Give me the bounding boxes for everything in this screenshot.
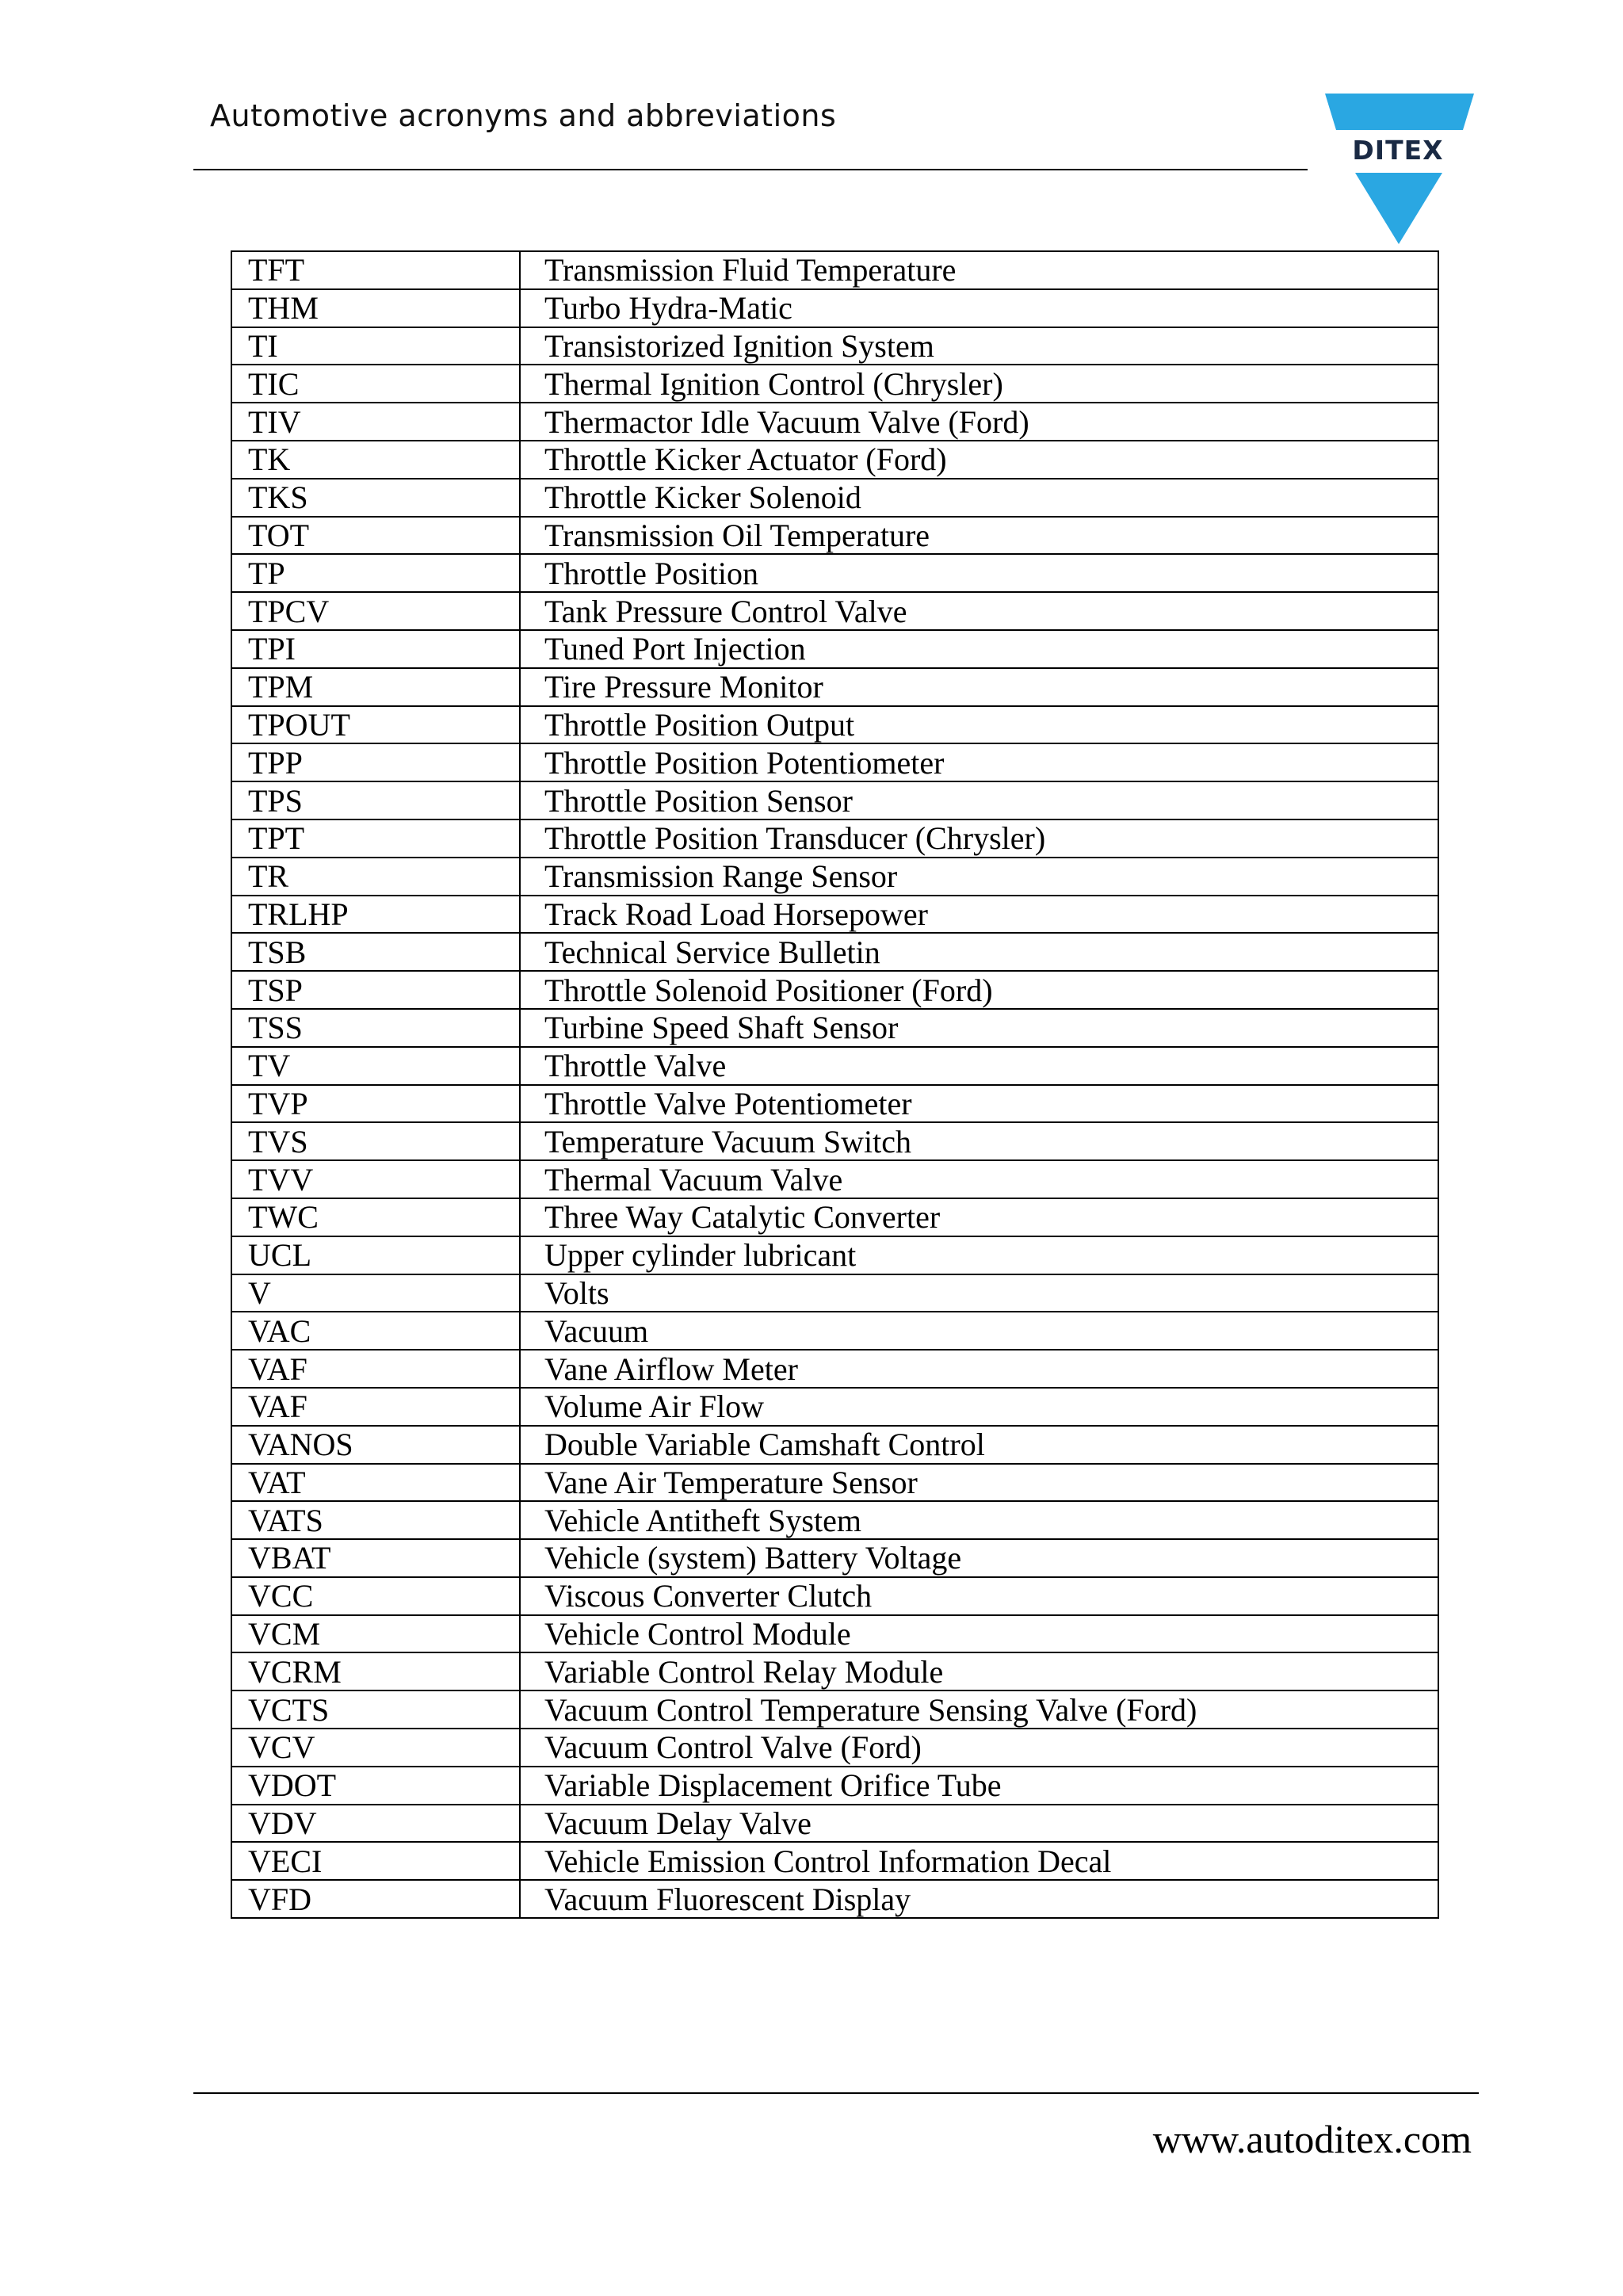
acronym-cell: TSS	[231, 1009, 520, 1047]
table-row	[231, 1388, 1438, 1426]
acronym-cell: TPCV	[231, 592, 520, 630]
meaning-cell: Upper cylinder lubricant	[520, 1236, 1438, 1274]
acronym-cell: VANOS	[231, 1426, 520, 1464]
meaning-cell: Volts	[520, 1274, 1438, 1312]
table-row	[231, 1767, 1438, 1805]
table-row	[231, 1350, 1438, 1388]
meaning-cell: Double Variable Camshaft Control	[520, 1426, 1438, 1464]
meaning-cell: Throttle Solenoid Positioner (Ford)	[520, 971, 1438, 1009]
table-row	[231, 1122, 1438, 1160]
table-row	[231, 1047, 1438, 1085]
table-row	[231, 1501, 1438, 1539]
acronym-cell: TPS	[231, 781, 520, 819]
acronym-cell: TK	[231, 441, 520, 479]
acronym-cell: TPM	[231, 668, 520, 706]
meaning-cell: Vacuum Control Temperature Sensing Valve (Ford)	[520, 1690, 1438, 1729]
meaning-cell: Temperature Vacuum Switch	[520, 1122, 1438, 1160]
page-title: Automotive acronyms and abbreviations	[210, 98, 837, 133]
meaning-cell: Vacuum Control Valve (Ford)	[520, 1729, 1438, 1767]
acronym-cell: TVP	[231, 1085, 520, 1123]
table-row	[231, 858, 1438, 896]
table-row	[231, 781, 1438, 819]
table-row	[231, 517, 1438, 555]
acronym-cell: VCTS	[231, 1690, 520, 1729]
meaning-cell: Thermactor Idle Vacuum Valve (Ford)	[520, 403, 1438, 441]
logo-triangles-icon	[1325, 94, 1480, 246]
table-row	[231, 1312, 1438, 1350]
meaning-cell: Throttle Position Sensor	[520, 781, 1438, 819]
acronym-cell: TPP	[231, 743, 520, 781]
acronym-cell: VCRM	[231, 1652, 520, 1690]
acronym-cell: TPI	[231, 630, 520, 668]
meaning-cell: Vehicle Antitheft System	[520, 1501, 1438, 1539]
table-row	[231, 554, 1438, 592]
acronym-cell: TRLHP	[231, 896, 520, 934]
meaning-cell: Vane Air Temperature Sensor	[520, 1464, 1438, 1502]
acronym-cell: THM	[231, 289, 520, 327]
meaning-cell: Throttle Position	[520, 554, 1438, 592]
acronym-cell: TVS	[231, 1122, 520, 1160]
meaning-cell: Thermal Ignition Control (Chrysler)	[520, 365, 1438, 403]
meaning-cell: Vehicle Control Module	[520, 1615, 1438, 1653]
table-row	[231, 592, 1438, 630]
acronym-cell: VECI	[231, 1842, 520, 1880]
meaning-cell: Transistorized Ignition System	[520, 327, 1438, 365]
acronym-cell: VBAT	[231, 1539, 520, 1577]
table-row	[231, 327, 1438, 365]
acronym-cell: TI	[231, 327, 520, 365]
table-row	[231, 1539, 1438, 1577]
acronym-cell: VFD	[231, 1880, 520, 1918]
table-row	[231, 630, 1438, 668]
meaning-cell: Throttle Kicker Solenoid	[520, 479, 1438, 517]
acronym-table	[231, 250, 1439, 1919]
meaning-cell: Throttle Position Transducer (Chrysler)	[520, 819, 1438, 858]
acronym-cell: TKS	[231, 479, 520, 517]
acronym-table-body	[231, 251, 1438, 1918]
table-row	[231, 896, 1438, 934]
table-row	[231, 706, 1438, 744]
meaning-cell: Transmission Fluid Temperature	[520, 251, 1438, 289]
meaning-cell: Throttle Position Output	[520, 706, 1438, 744]
acronym-cell: TIC	[231, 365, 520, 403]
meaning-cell: Variable Displacement Orifice Tube	[520, 1767, 1438, 1805]
table-row	[231, 1426, 1438, 1464]
footer-rule	[193, 2092, 1479, 2094]
table-row	[231, 403, 1438, 441]
meaning-cell: Variable Control Relay Module	[520, 1652, 1438, 1690]
acronym-cell: TR	[231, 858, 520, 896]
table-row	[231, 1464, 1438, 1502]
acronym-cell: TFT	[231, 251, 520, 289]
meaning-cell: Tank Pressure Control Valve	[520, 592, 1438, 630]
meaning-cell: Throttle Kicker Actuator (Ford)	[520, 441, 1438, 479]
table-row	[231, 1615, 1438, 1653]
acronym-cell: TPT	[231, 819, 520, 858]
acronym-cell: TVV	[231, 1160, 520, 1198]
acronym-cell: VCV	[231, 1729, 520, 1767]
meaning-cell: Three Way Catalytic Converter	[520, 1198, 1438, 1236]
meaning-cell: Throttle Valve	[520, 1047, 1438, 1085]
table-row	[231, 289, 1438, 327]
header-rule	[193, 169, 1308, 170]
table-row	[231, 1652, 1438, 1690]
acronym-cell: TIV	[231, 403, 520, 441]
table-row	[231, 1274, 1438, 1312]
acronym-cell: VAF	[231, 1388, 520, 1426]
table-row	[231, 1198, 1438, 1236]
acronym-cell: VAC	[231, 1312, 520, 1350]
table-row	[231, 1729, 1438, 1767]
table-row	[231, 251, 1438, 289]
acronym-cell: TV	[231, 1047, 520, 1085]
acronym-cell: TSP	[231, 971, 520, 1009]
meaning-cell: Vehicle (system) Battery Voltage	[520, 1539, 1438, 1577]
meaning-cell: Throttle Valve Potentiometer	[520, 1085, 1438, 1123]
table-row	[231, 1085, 1438, 1123]
footer-url: www.autoditex.com	[1152, 2117, 1472, 2161]
acronym-cell: TP	[231, 554, 520, 592]
acronym-cell: TSB	[231, 933, 520, 971]
table-row	[231, 1577, 1438, 1615]
meaning-cell: Viscous Converter Clutch	[520, 1577, 1438, 1615]
acronym-cell: VDV	[231, 1805, 520, 1843]
meaning-cell: Vane Airflow Meter	[520, 1350, 1438, 1388]
logo-text: DITEX	[1352, 135, 1444, 166]
meaning-cell: Tuned Port Injection	[520, 630, 1438, 668]
table-row	[231, 1009, 1438, 1047]
table-row	[231, 743, 1438, 781]
acronym-cell: VCC	[231, 1577, 520, 1615]
acronym-cell: VAF	[231, 1350, 520, 1388]
meaning-cell: Vehicle Emission Control Information Decal	[520, 1842, 1438, 1880]
meaning-cell: Thermal Vacuum Valve	[520, 1160, 1438, 1198]
table-row	[231, 933, 1438, 971]
meaning-cell: Throttle Position Potentiometer	[520, 743, 1438, 781]
acronym-cell: TWC	[231, 1198, 520, 1236]
meaning-cell: Turbine Speed Shaft Sensor	[520, 1009, 1438, 1047]
table-row	[231, 1880, 1438, 1918]
table-row	[231, 1160, 1438, 1198]
table-row	[231, 668, 1438, 706]
acronym-cell: UCL	[231, 1236, 520, 1274]
acronym-cell: VDOT	[231, 1767, 520, 1805]
meaning-cell: Tire Pressure Monitor	[520, 668, 1438, 706]
meaning-cell: Volume Air Flow	[520, 1388, 1438, 1426]
table-row	[231, 1805, 1438, 1843]
acronym-cell: TOT	[231, 517, 520, 555]
ditex-logo	[1325, 94, 1480, 246]
table-row	[231, 441, 1438, 479]
meaning-cell: Vacuum Fluorescent Display	[520, 1880, 1438, 1918]
meaning-cell: Transmission Oil Temperature	[520, 517, 1438, 555]
acronym-cell: TPOUT	[231, 706, 520, 744]
table-row	[231, 365, 1438, 403]
table-row	[231, 1236, 1438, 1274]
meaning-cell: Vacuum	[520, 1312, 1438, 1350]
acronym-cell: V	[231, 1274, 520, 1312]
table-row	[231, 479, 1438, 517]
meaning-cell: Technical Service Bulletin	[520, 933, 1438, 971]
meaning-cell: Turbo Hydra-Matic	[520, 289, 1438, 327]
meaning-cell: Transmission Range Sensor	[520, 858, 1438, 896]
acronym-cell: VATS	[231, 1501, 520, 1539]
table-row	[231, 1690, 1438, 1729]
meaning-cell: Vacuum Delay Valve	[520, 1805, 1438, 1843]
acronym-cell: VCM	[231, 1615, 520, 1653]
acronym-cell: VAT	[231, 1464, 520, 1502]
table-row	[231, 819, 1438, 858]
meaning-cell: Track Road Load Horsepower	[520, 896, 1438, 934]
table-row	[231, 1842, 1438, 1880]
table-row	[231, 971, 1438, 1009]
